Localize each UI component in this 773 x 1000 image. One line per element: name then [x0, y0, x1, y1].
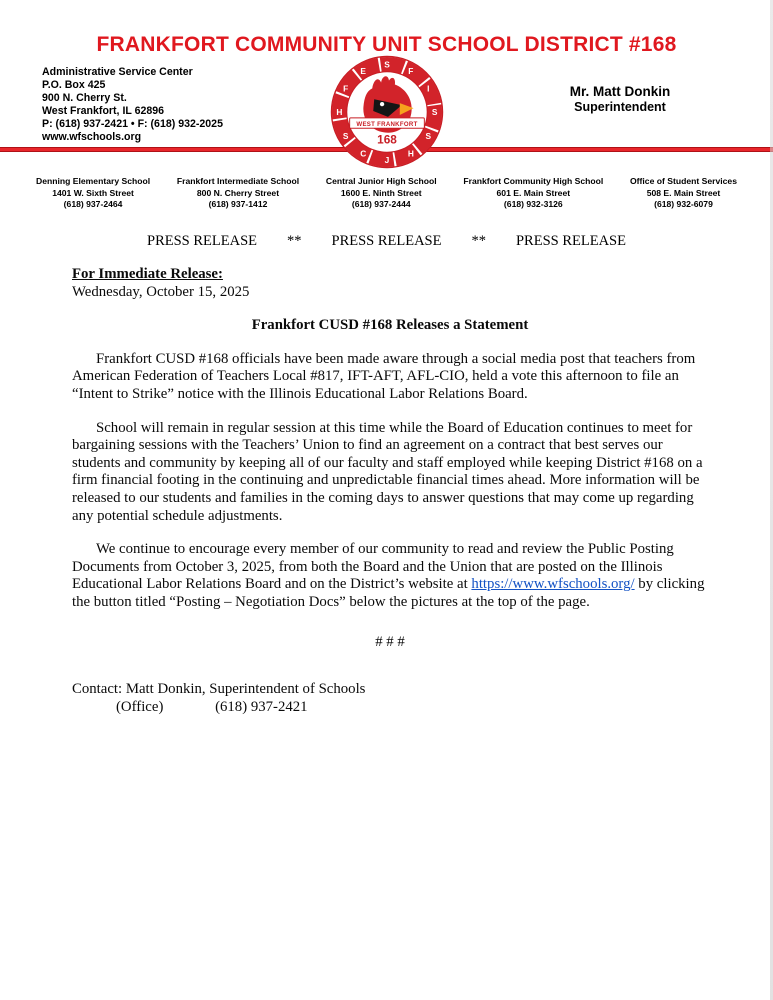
press-release-label: PRESS RELEASE	[331, 233, 442, 249]
paragraph-text: by clicking the button titled “Posting – Negotiation Docs” below the pictures at the top of the page.	[72, 576, 705, 610]
svg-text:C: C	[359, 148, 366, 159]
release-headline: Frankfort CUSD #168 Releases a Statement	[251, 317, 529, 334]
admin-line: Administrative Service Center	[42, 66, 193, 78]
release-paragraph-3	[72, 541, 708, 611]
schools-row	[0, 176, 773, 211]
school-address: 1401 W. Sixth Street	[52, 187, 134, 198]
school-col-student-services	[630, 176, 737, 211]
svg-text:S: S	[383, 59, 390, 70]
superintendent-name: Mr. Matt Donkin	[569, 84, 671, 99]
school-name: Frankfort Community High School	[463, 176, 604, 186]
school-address: 1600 E. Ninth Street	[340, 187, 422, 198]
contact-office-label: (Office)	[116, 698, 164, 715]
svg-text:F: F	[407, 65, 413, 76]
paragraph-text: We continue to encourage every member of our community to read and review the Public Posting Documents from October 3, 2025, from both the Board and the Union that are posted on the Illinois Educational Labor Relations Board and on the District’s website at	[72, 541, 674, 593]
superintendent-title: Superintendent	[574, 100, 666, 114]
district-logo	[330, 55, 444, 169]
svg-text:J: J	[384, 154, 389, 165]
release-paragraph-1	[72, 351, 708, 404]
school-address: 800 N. Cherry Street	[196, 187, 280, 198]
admin-website: www.wfschools.org	[42, 131, 142, 143]
district-title: FRANKFORT COMMUNITY UNIT SCHOOL DISTRICT #168	[96, 33, 677, 56]
for-immediate-release-label: For Immediate Release:	[72, 266, 223, 282]
press-release-separator: **	[471, 233, 486, 249]
svg-text:S: S	[342, 131, 349, 142]
school-name: Denning Elementary School	[36, 176, 151, 186]
svg-text:S: S	[431, 107, 437, 118]
release-date: Wednesday, October 15, 2025	[72, 283, 250, 300]
school-address: 508 E. Main Street	[646, 187, 721, 198]
press-release-label: PRESS RELEASE	[515, 233, 626, 249]
release-paragraph-2	[72, 420, 708, 526]
contact-office-line	[72, 699, 708, 717]
school-phone: (618) 932-3126	[503, 199, 563, 209]
svg-text:H: H	[335, 107, 342, 118]
district-website-link[interactable]: https://www.wfschools.org/	[471, 576, 635, 593]
admin-phone-fax-line: P: (618) 937-2421 • F: (618) 932-2025	[42, 118, 223, 130]
contact-line: Contact: Matt Donkin, Superintendent of Schools	[72, 681, 366, 698]
school-phone: (618) 937-1412	[208, 199, 268, 209]
paragraph-text: Frankfort CUSD #168 officials have been made aware through a social media post that teachers from American Federation of Teachers Local #817, IFT-AFT, AFL-CIO, held a vote this afternoon to file an “Intent to Strike” notice with the Illinois Educational Labor Relations Board.	[72, 350, 696, 402]
school-phone: (618) 932-6079	[654, 199, 713, 209]
admin-line: 900 N. Cherry St.	[42, 92, 127, 104]
school-col-intermediate	[177, 176, 299, 211]
school-phone: (618) 937-2464	[63, 199, 123, 209]
letterhead	[0, 0, 773, 262]
press-release-label: PRESS RELEASE	[147, 233, 257, 249]
logo-number: 168	[376, 133, 397, 147]
school-name: Central Junior High School	[325, 176, 437, 186]
superintendent-block	[540, 83, 700, 115]
school-address: 601 E. Main Street	[496, 187, 571, 198]
release-body	[72, 266, 708, 716]
school-name: Frankfort Intermediate School	[176, 176, 300, 186]
admin-line: West Frankfort, IL 62896	[42, 105, 165, 117]
school-col-denning	[36, 176, 150, 211]
svg-text:F: F	[342, 83, 348, 94]
svg-text:S: S	[424, 131, 431, 142]
school-name: Office of Student Services	[630, 176, 737, 186]
logo-banner-text: WEST FRANKFORT	[355, 121, 418, 129]
svg-text:I: I	[426, 83, 429, 94]
paragraph-text: School will remain in regular session at this time while the Board of Education continues to meet for bargaining sessions with the Teachers’ Union to find an agreement on a contract that best serves our students and community by keeping all of our faculty and staff employed while keeping District #168 on a firm financial footing in the continuing and unpredictable financial times ahead. More information will be released to our students and families in the coming days to answer questions that may come up regarding any potential schedule adjustments.	[72, 419, 703, 524]
svg-text:E: E	[359, 65, 366, 76]
school-phone: (618) 937-2444	[351, 199, 411, 209]
contact-phone: (618) 937-2421	[215, 698, 308, 715]
district-logo-image	[330, 55, 444, 169]
svg-text:H: H	[407, 148, 414, 159]
press-release-separator: **	[287, 233, 302, 249]
press-release-banner	[0, 233, 773, 250]
school-col-central-junior	[326, 176, 437, 211]
school-col-high-school	[463, 176, 603, 211]
admin-line: P.O. Box 425	[42, 79, 106, 91]
end-marks: # # #	[375, 633, 405, 650]
admin-address-block	[42, 66, 223, 144]
